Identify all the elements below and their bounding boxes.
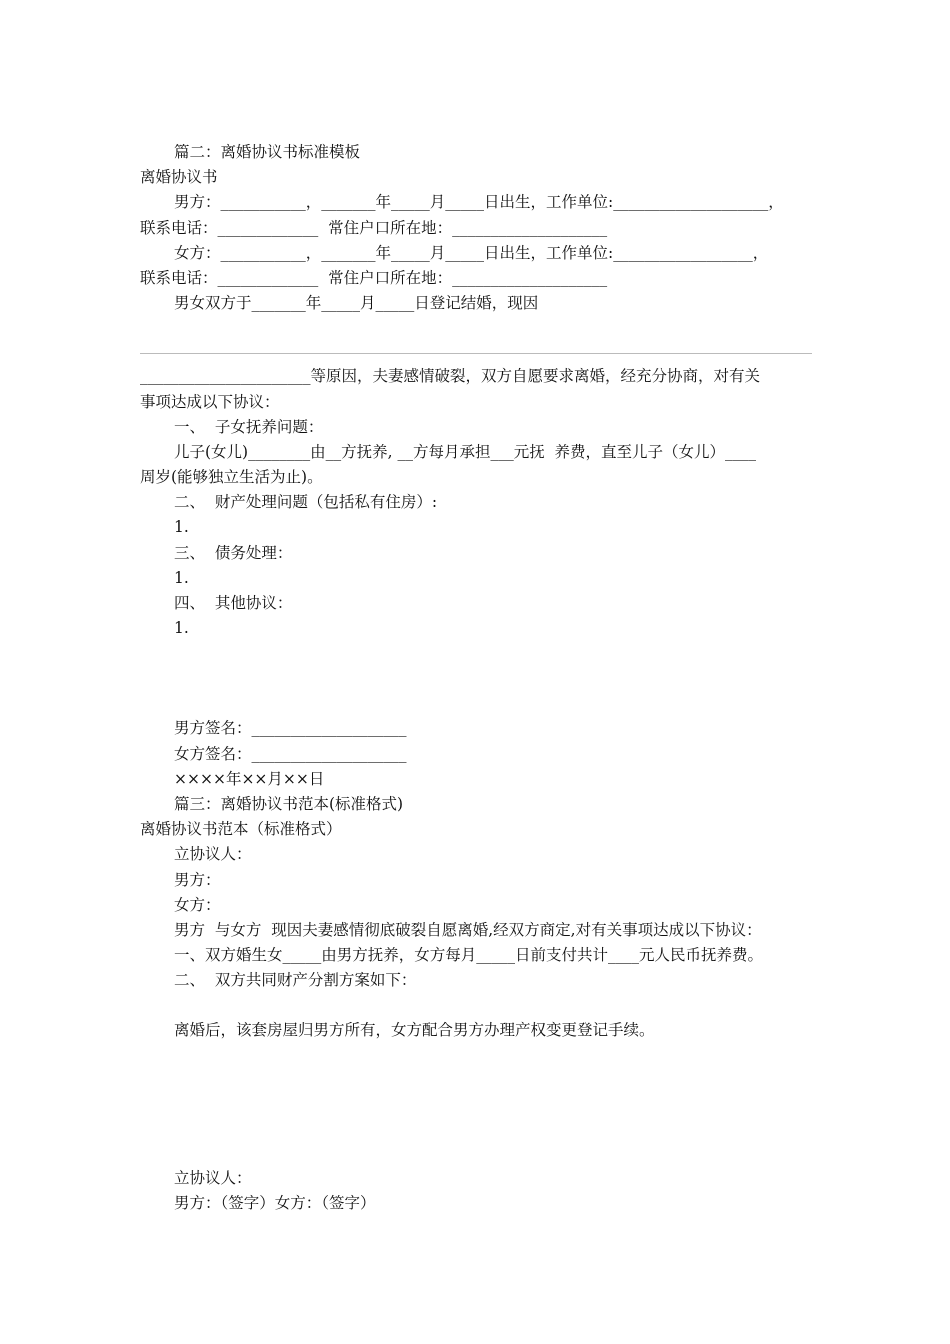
item2-title: 二、 财产处理问题（包括私有住房）: <box>174 493 438 512</box>
child-support-line: 一、双方婚生女_____由男方抚养，女方每月_____日前支付共计____元人民币抚养费。 <box>174 946 764 965</box>
item3-title: 三、 债务处理： <box>174 543 293 562</box>
male-info-line: 男方：___________，_______年_____月_____日出生，工作单位:____________________， <box>174 193 784 212</box>
intro-line: 男方 与女方 现因夫妻感情彻底破裂自愿离婚,经双方商定,对有关事项达成以下协议： <box>174 920 762 939</box>
spacer <box>140 641 812 716</box>
marriage-line: 男女双方于_______年_____月_____日登记结婚，现因 <box>174 294 539 313</box>
signature-line: 男方：（签字）女方：（签字） <box>174 1193 376 1212</box>
spacer <box>140 993 812 1018</box>
item1-text-2: 周岁(能够独立生活为止)。 <box>140 468 323 487</box>
section3-title: 离婚协议书范本（标准格式） <box>140 820 342 839</box>
male-signature-line: 男方签名：____________________ <box>174 719 407 738</box>
document-page <box>140 140 812 1216</box>
item1-title: 一、 子女抚养问题： <box>174 417 324 436</box>
female-contact-line: 联系电话：_____________ 常住户口所在地：____________________ <box>140 268 608 287</box>
reason-line-2: 事项达成以下协议： <box>140 392 280 411</box>
female-label: 女方： <box>174 895 221 914</box>
section2-heading: 篇二：离婚协议书标准模板 <box>174 143 361 161</box>
item4-point: 1. <box>174 619 189 638</box>
item4-title: 四、 其他协议： <box>174 594 293 612</box>
reason-line: ______________________等原因，夫妻感情破裂，双方自愿要求离婚，经充分协商，对有关 <box>140 367 761 386</box>
item2-point: 1. <box>174 518 189 537</box>
female-signature-line: 女方签名：____________________ <box>174 744 407 763</box>
party-label: 立协议人： <box>174 845 252 864</box>
item3-point: 1. <box>174 568 189 587</box>
male-label: 男方： <box>174 870 221 889</box>
female-info-line: 女方：___________，_______年_____月_____日出生，工作单位:__________________， <box>174 243 769 262</box>
spacer <box>140 1044 812 1166</box>
section2-title: 离婚协议书 <box>140 168 218 187</box>
house-line: 离婚后，该套房屋归男方所有，女方配合男方办理产权变更登记手续。 <box>174 1021 655 1040</box>
male-contact-line: 联系电话：_____________ 常住户口所在地：____________________ <box>140 218 608 237</box>
party-label-2: 立协议人： <box>174 1168 252 1187</box>
date-line: ××××年××月××日 <box>174 769 325 788</box>
section3-heading: 篇三：离婚协议书范本(标准格式) <box>174 794 404 813</box>
blank-rule <box>140 353 812 354</box>
item1-text: 儿子(女儿)________由__方抚养, __方每月承担___元抚 养费，直至儿子（女儿）____ <box>174 442 757 461</box>
property-title: 二、 双方共同财产分割方案如下： <box>174 971 417 990</box>
